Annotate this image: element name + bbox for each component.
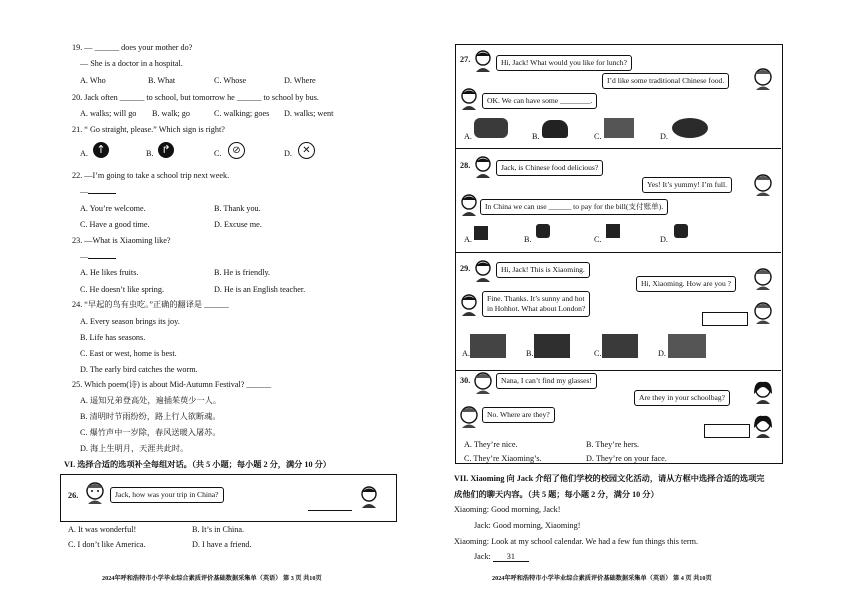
city-image [534,334,570,358]
chinese-boy-avatar-icon [472,258,494,282]
q25-option-a[interactable]: A. 遥知兄弟登高处，遍插茱萸少一人。 [80,396,222,405]
jack-avatar-icon [752,66,774,90]
chinese-boy-avatar-icon [458,292,480,316]
q28-bubble-2: Yes! It’s yummy! I’m full. [642,177,732,193]
q27-bubble-2: I’d like some traditional Chinese food. [602,73,729,89]
q23-option-a[interactable]: A. He likes fruits. [80,268,139,277]
q30-bubble-2: Are they in your schoolbag? [634,390,730,406]
salad-image [672,118,708,138]
q22-option-d[interactable]: D. Excuse me. [214,220,262,229]
q19-question: 19. — ______ does your mother do? [72,43,193,52]
q30-answer-box[interactable] [704,424,750,438]
q30-option-d[interactable]: D. They’re on your face. [586,454,667,463]
chinese-boy-avatar-icon [458,192,480,216]
q22-question: 22. —I’m going to take a school trip next week. [72,171,230,180]
q23-question: 23. —What is Xiaoming like? [72,236,171,245]
q22-dash: — [80,188,116,196]
dialog-line-2: Jack: Good morning, Xiaoming! [474,521,581,530]
divider [456,252,781,253]
q24-option-d[interactable]: D. The early bird catches the worm. [80,365,198,374]
q27-option-b[interactable]: B. [532,132,540,141]
q30-option-c[interactable]: C. They’re Xiaoming’s. [464,454,542,463]
chinese-boy-avatar-icon [472,48,494,72]
q27-number: 27. [460,55,471,64]
section-7-heading-line1: VII. Xiaoming 向 Jack 介绍了他们学校的校园文化活动，请从方框中选择合适的选项完 [454,474,765,483]
q19-option-c[interactable]: C. Whose [214,76,247,85]
london-bridge-image [470,334,506,358]
q26-option-a[interactable]: A. It was wonderful! [68,525,137,534]
dumplings-image [474,118,508,138]
q24-option-a[interactable]: A. Every season brings its joy. [80,317,180,326]
q28-option-c[interactable]: C. [594,235,602,244]
q20-option-a[interactable]: A. walks; will go [80,109,137,118]
q27-option-d[interactable]: D. [660,132,668,141]
chinese-boy-avatar-icon [358,484,380,508]
q28-option-b[interactable]: B. [524,235,532,244]
q22-option-a[interactable]: A. You’re welcome. [80,204,146,213]
q23-dash: — [80,253,116,261]
q24-option-b[interactable]: B. Life has seasons. [80,333,146,342]
chinese-boy-avatar-icon [458,86,480,110]
dialog-line-3: Xiaoming: Look at my school calendar. We had a few fun things this term. [454,537,699,546]
q29-option-d[interactable]: D. [658,349,666,358]
q29-number: 29. [460,264,471,273]
app-logo-icon [474,226,488,240]
q24-option-c[interactable]: C. East or west, home is best. [80,349,177,358]
section-6-heading: VI. 选择合适的选项补全每组对话。（共 5 小题；每小题 2 分，满分 10 分） [64,460,331,469]
q28-number: 28. [460,161,471,170]
q29-option-a[interactable]: A. [462,349,470,358]
q30-number: 30. [460,376,471,385]
q23-option-b[interactable]: B. He is friendly. [214,268,271,277]
q20-option-c[interactable]: C. walking; goes [214,109,270,118]
q29-option-b[interactable]: B. [526,349,534,358]
q26-option-c[interactable]: C. I don’t like America. [68,540,146,549]
q26-bubble: Jack, how was your trip in China? [110,487,224,503]
wechat-logo-icon [674,224,688,238]
q19-option-d[interactable]: D. Where [284,76,316,85]
dialog-line-4: Jack: 31 [474,553,529,562]
q30-bubble-1: Nana, I can’t find my glasses! [496,373,597,389]
q29-bubble-3: Fine. Thanks. It’s sunny and hot in Hohhot. What about London? [482,291,590,317]
right-page [430,0,860,609]
q21-option-d[interactable]: D. [284,149,292,158]
jack-avatar-icon [458,404,480,428]
q30-option-a[interactable]: A. They’re nice. [464,440,518,449]
no-touching-icon: ✕ [298,142,315,159]
nana-avatar-icon [752,380,774,404]
divider [456,370,781,371]
q20-option-b[interactable]: B. walk; go [152,109,190,118]
turn-right-icon: ↱ [158,142,174,158]
q21-option-a[interactable]: A. [80,149,88,158]
jack-avatar-icon [752,266,774,290]
q20-option-d[interactable]: D. walks; went [284,109,334,118]
q26-answer-blank[interactable] [308,498,352,511]
q19-option-b[interactable]: B. What [148,76,176,85]
q28-bubble-1: Jack, is Chinese food delicious? [496,160,603,176]
q29-bubble-1: Hi, Jack! This is Xiaoming. [496,262,590,278]
sandwich-image [604,118,634,138]
qq-logo-icon [536,224,550,238]
jack-avatar-icon [472,370,494,394]
q31-blank[interactable]: 31 [493,553,529,562]
q25-question: 25. Which poem(诗) is about Mid-Autumn Festival? ______ [72,380,272,389]
q20-question: 20. Jack often ______ to school, but tomorrow he ______ to school by bus. [72,93,319,102]
q21-question: 21. “ Go straight, please.” Which sign is right? [72,125,225,134]
q24-question: 24. “早起的鸟有虫吃。”正确的翻译是 ______ [72,300,229,309]
q26-option-d[interactable]: D. I have a friend. [192,540,252,549]
chinese-boy-avatar-icon [472,154,494,178]
sunny-scene-image [668,334,706,358]
jack-avatar-icon [752,172,774,196]
big-ben-image [602,334,638,358]
q22-option-b[interactable]: B. Thank you. [214,204,261,213]
arrow-up-icon: ↑ [93,142,109,158]
q28-option-d[interactable]: D. [660,235,668,244]
q25-option-d[interactable]: D. 海上生明月，天涯共此时。 [80,444,189,453]
q30-option-b[interactable]: B. They’re hers. [586,440,640,449]
q28-bubble-3: In China we can use ______ to pay for the bill(支付账单). [480,199,668,215]
nana-avatar-icon [752,414,774,438]
footer-page-4: 2024年呼和浩特市小学毕业综合素质评价基础数据采集单（英语） 第 4 页 共10页 [492,575,712,582]
no-cycling-icon: ⊘ [228,142,245,159]
q27-bubble-1: Hi, Jack! What would you like for lunch? [496,55,632,71]
q26-option-b[interactable]: B. It’s in China. [192,525,245,534]
jack-avatar-icon [84,480,106,504]
q21-option-b[interactable]: B. [146,149,154,158]
divider [456,148,781,149]
jack-avatar-icon [752,300,774,324]
q21-option-c[interactable]: C. [214,149,222,158]
q22-option-c[interactable]: C. Have a good time. [80,220,150,229]
hamburger-image [542,120,568,138]
q27-bubble-3: OK. We can have some ________. [482,93,597,109]
q29-bubble-2: Hi, Xiaoming. How are you ? [636,276,736,292]
section-7-heading-line2: 成他们的聊天内容。（共 5 题；每小题 2 分，满分 10 分） [454,490,659,499]
q30-bubble-3: No. Where are they? [482,407,555,423]
q25-option-b[interactable]: B. 清明时节雨纷纷，路上行人欲断魂。 [80,412,221,421]
q29-option-c[interactable]: C. [594,349,602,358]
q29-answer-box[interactable] [702,312,748,326]
q23-option-c[interactable]: C. He doesn’t like spring. [80,285,164,294]
q19-option-a[interactable]: A. Who [80,76,106,85]
q27-option-c[interactable]: C. [594,132,602,141]
app-logo-icon [606,224,620,238]
q27-option-a[interactable]: A. [464,132,472,141]
q25-option-c[interactable]: C. 爆竹声中一岁除，春风送暖入屠苏。 [80,428,221,437]
q19-answer-line: — She is a doctor in a hospital. [80,59,183,68]
q23-option-d[interactable]: D. He is an English teacher. [214,285,306,294]
dialog-line-1: Xiaoming: Good morning, Jack! [454,505,561,514]
footer-page-3: 2024年呼和浩特市小学毕业综合素质评价基础数据采集单（英语） 第 3 页 共10页 [102,575,322,582]
q28-option-a[interactable]: A. [464,235,472,244]
q26-number: 26. [68,491,79,500]
